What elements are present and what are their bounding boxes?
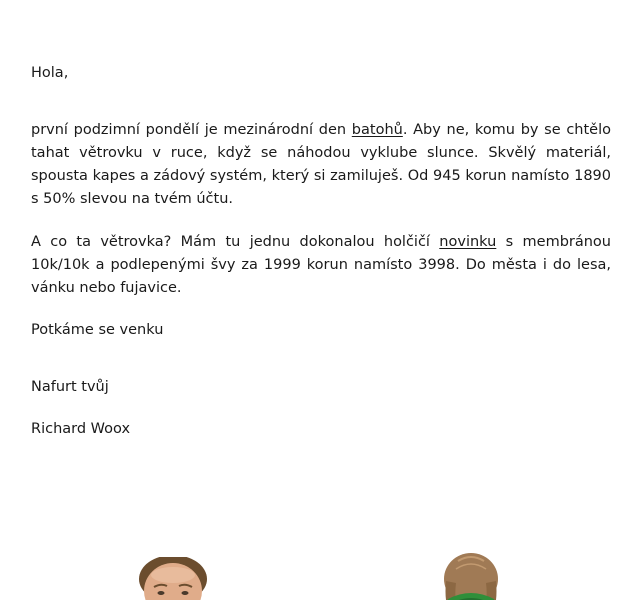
model-photo-woman[interactable] [436, 553, 506, 600]
woman-head-icon [436, 553, 506, 600]
novelty-link[interactable]: novinku [439, 234, 497, 250]
closing-line: Potkáme se venku [31, 322, 164, 338]
greeting: Hola, [31, 65, 69, 81]
model-photo-man[interactable] [128, 557, 218, 600]
paragraph-text: A co ta větrovka? Mám tu jednu dokonalou holčičí [31, 234, 440, 250]
paragraph-jacket [31, 231, 611, 300]
backpacks-link[interactable]: batohů [351, 122, 403, 138]
paragraph-text: první podzimní pondělí je mezinárodní den [31, 122, 352, 138]
signature-name: Richard Woox [31, 421, 131, 437]
paragraph-text: . Aby ne, komu by se chtělo tahat větrovku v ruce, když se náhodou vyklube slunce. Skvělý materiál, spousta kapes a zádový systém, který si zamiluješ. Od 945 korun namísto 1890 s 50% slevou na tvém účtu. [31, 122, 612, 207]
signoff: Nafurt tvůj [31, 379, 109, 395]
paragraph-text: s membránou 10k/10k a podlepenými švy za 1999 korun namísto 3998. Do města i do lesa, vánku nebo fujavice. [31, 234, 611, 296]
man-face-icon [128, 557, 218, 600]
paragraph-backpacks [31, 119, 611, 211]
photo-strip [0, 540, 640, 600]
